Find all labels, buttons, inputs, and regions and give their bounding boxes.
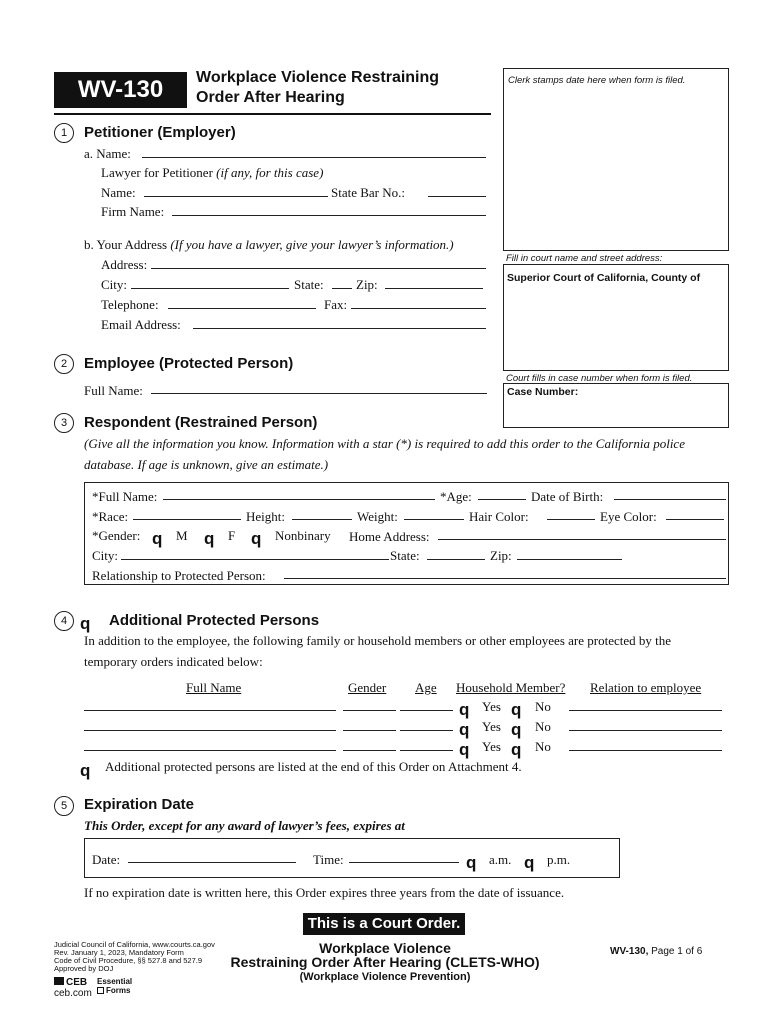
court-order-banner: This is a Court Order. <box>303 913 465 935</box>
footer-council: Judicial Council of California, www.courts.ca.gov <box>54 940 215 949</box>
section4-number: 4 <box>54 611 74 631</box>
row2-relation-field[interactable] <box>569 719 722 731</box>
resp-zip-field[interactable] <box>517 548 622 560</box>
pm-checkbox[interactable]: q <box>524 853 535 872</box>
resp-home-address-label: Home Address: <box>349 529 430 544</box>
row3-yes-label: Yes <box>482 739 501 754</box>
fax-field[interactable] <box>351 297 486 309</box>
footer-citation <box>54 941 215 973</box>
am-label: a.m. <box>489 852 512 867</box>
row1-gender-field[interactable] <box>343 699 396 711</box>
resp-name-field[interactable] <box>163 488 435 500</box>
ceb-logo <box>54 977 92 999</box>
section1-heading: Petitioner (Employer) <box>84 124 236 141</box>
case-number-box[interactable] <box>503 383 729 428</box>
section3-note-line2: database. If age is unknown, give an estimate.) <box>84 457 329 472</box>
resp-height-label: Height: <box>246 509 285 524</box>
section1-number: 1 <box>54 123 74 143</box>
court-address-box[interactable] <box>503 264 729 371</box>
section4-checkbox[interactable]: q <box>80 614 91 633</box>
firm-name-field[interactable] <box>172 204 486 216</box>
clerk-stamp-label: Clerk stamps date here when form is filed. <box>508 75 686 86</box>
section4-intro-line2: temporary orders indicated below: <box>84 654 263 669</box>
employee-name-field[interactable] <box>151 382 487 394</box>
resp-eye-label: Eye Color: <box>600 509 657 524</box>
address-label: Address: <box>101 257 148 272</box>
resp-dob-field[interactable] <box>614 488 726 500</box>
email-field[interactable] <box>193 317 486 329</box>
clerk-stamp-box[interactable] <box>503 68 729 251</box>
resp-gender-label: *Gender: <box>92 528 141 543</box>
resp-eye-field[interactable] <box>666 508 724 520</box>
row3-age-field[interactable] <box>400 739 453 751</box>
row1-age-field[interactable] <box>400 699 453 711</box>
state-bar-field[interactable] <box>428 185 486 197</box>
footer-title-1: Workplace Violence <box>319 940 451 956</box>
row3-no-label: No <box>535 739 551 754</box>
col-household: Household Member? <box>456 680 566 695</box>
expiration-time-field[interactable] <box>349 851 459 863</box>
gender-nonbinary-checkbox[interactable]: q <box>251 529 262 548</box>
lawyer-note: (if any, for this case) <box>216 165 324 180</box>
section5-subheading: This Order, except for any award of lawyer’s fees, expires at <box>84 818 405 833</box>
footer-code: Code of Civil Procedure, §§ 527.8 and 527.9 <box>54 956 203 965</box>
row3-gender-field[interactable] <box>343 739 396 751</box>
form-id: WV-130 <box>54 72 187 108</box>
section2-number: 2 <box>54 354 74 374</box>
row1-relation-field[interactable] <box>569 699 722 711</box>
header-rule <box>54 113 491 115</box>
row1-no-label: No <box>535 699 551 714</box>
col-full-name: Full Name <box>186 680 242 695</box>
ceb-url: ceb.com <box>54 988 92 999</box>
gender-m-label: M <box>176 528 188 543</box>
expiration-date-label: Date: <box>92 852 121 867</box>
section4-intro-line1: In addition to the employee, the following family or household members or other employees are protected by the <box>84 633 671 648</box>
resp-city-field[interactable] <box>121 548 389 560</box>
row2-yes-checkbox[interactable]: q <box>459 720 470 739</box>
col-relation: Relation to employee <box>590 680 702 695</box>
gender-f-checkbox[interactable]: q <box>204 529 215 548</box>
resp-hair-label: Hair Color: <box>469 509 529 524</box>
email-label: Email Address: <box>101 317 181 332</box>
col-age: Age <box>415 680 437 695</box>
row2-age-field[interactable] <box>400 719 453 731</box>
section3-heading: Respondent (Restrained Person) <box>84 414 318 431</box>
row1-name-field[interactable] <box>84 699 336 711</box>
footer-page: Page 1 of 6 <box>651 946 703 957</box>
ceb-logo-icon <box>54 977 64 985</box>
footer-page-ref <box>610 946 702 957</box>
petitioner-name-label: a. Name: <box>84 146 131 161</box>
essential-text: Essential <box>97 977 133 986</box>
am-checkbox[interactable]: q <box>466 853 477 872</box>
row3-yes-checkbox[interactable]: q <box>459 740 470 759</box>
resp-height-field[interactable] <box>292 508 352 520</box>
court-address-label: Fill in court name and street address: <box>506 253 663 264</box>
row3-name-field[interactable] <box>84 739 336 751</box>
lawyer-name-field[interactable] <box>144 185 328 197</box>
row2-gender-field[interactable] <box>343 719 396 731</box>
address-field[interactable] <box>151 257 486 269</box>
form-title-line2: Order After Hearing <box>196 89 345 106</box>
section3-number: 3 <box>54 413 74 433</box>
expiration-default-note: If no expiration date is written here, this Order expires three years from the date of issuance. <box>84 885 565 900</box>
resp-hair-field[interactable] <box>547 508 595 520</box>
section5-heading: Expiration Date <box>84 796 195 813</box>
lawyer-name-label: Name: <box>101 185 136 200</box>
footer-title-2: Restraining Order After Hearing (CLETS-WHO) <box>230 954 540 970</box>
state-bar-label: State Bar No.: <box>331 185 406 200</box>
footer-title-3: (Workplace Violence Prevention) <box>299 971 471 983</box>
pm-label: p.m. <box>547 852 571 867</box>
gender-f-label: F <box>228 528 236 543</box>
essential-forms-logo <box>97 977 132 995</box>
petitioner-name-field[interactable] <box>142 146 486 158</box>
zip-field[interactable] <box>385 277 483 289</box>
resp-race-label: *Race: <box>92 509 129 524</box>
ceb-logo-text: CEB <box>66 977 88 988</box>
gender-m-checkbox[interactable]: q <box>152 529 163 548</box>
row2-no-label: No <box>535 719 551 734</box>
footer-rev: Rev. January 1, 2023, Mandatory Form <box>54 948 184 957</box>
lawyer-label-text: Lawyer for Petitioner <box>101 165 213 180</box>
row2-name-field[interactable] <box>84 719 336 731</box>
resp-relationship-field[interactable] <box>284 567 726 579</box>
resp-weight-field[interactable] <box>404 508 464 520</box>
resp-state-field[interactable] <box>427 548 485 560</box>
state-field[interactable] <box>332 277 352 289</box>
form-title <box>196 68 486 108</box>
state-label: State: <box>294 277 324 292</box>
section4-heading: Additional Protected Persons <box>109 612 320 629</box>
court-name: Superior Court of California, County of <box>507 272 701 284</box>
your-address-note: (If you have a lawyer, give your lawyer’s information.) <box>170 237 454 252</box>
resp-age-field[interactable] <box>478 488 526 500</box>
resp-name-label: *Full Name: <box>92 489 158 504</box>
row2-yes-label: Yes <box>482 719 501 734</box>
attachment4-label: Additional protected persons are listed at the end of this Order on Attachment 4. <box>105 759 522 774</box>
case-number-label: Case Number: <box>507 386 579 398</box>
resp-state-label: State: <box>390 548 420 563</box>
fax-label: Fax: <box>324 297 348 312</box>
resp-relationship-label: Relationship to Protected Person: <box>92 568 266 583</box>
resp-home-address-field[interactable] <box>438 528 726 540</box>
case-number-note: Court fills in case number when form is filed. <box>506 373 693 384</box>
gender-nonbinary-label: Nonbinary <box>275 528 331 543</box>
resp-city-label: City: <box>92 548 119 563</box>
col-gender: Gender <box>348 680 387 695</box>
your-address-label <box>84 237 454 253</box>
row1-yes-checkbox[interactable]: q <box>459 700 470 719</box>
section5-number: 5 <box>54 796 74 816</box>
resp-weight-label: Weight: <box>357 509 398 524</box>
row2-no-checkbox[interactable]: q <box>511 720 522 739</box>
row3-no-checkbox[interactable]: q <box>511 740 522 759</box>
expiration-time-label: Time: <box>313 852 344 867</box>
row3-relation-field[interactable] <box>569 739 722 751</box>
resp-dob-label: Date of Birth: <box>531 489 604 504</box>
city-field[interactable] <box>131 277 289 289</box>
firm-name-label: Firm Name: <box>101 204 165 219</box>
telephone-field[interactable] <box>168 297 316 309</box>
city-label: City: <box>101 277 128 292</box>
zip-label: Zip: <box>356 277 378 292</box>
resp-zip-label: Zip: <box>490 548 512 563</box>
attachment4-checkbox[interactable]: q <box>80 761 91 780</box>
expiration-date-field[interactable] <box>128 851 296 863</box>
section3-note-line1: (Give all the information you know. Information with a star (*) is required to add this order to the California police <box>84 436 685 451</box>
section2-heading: Employee (Protected Person) <box>84 355 294 372</box>
footer-form-ref: WV-130, <box>610 946 649 957</box>
lawyer-label <box>101 165 323 181</box>
telephone-label: Telephone: <box>101 297 159 312</box>
resp-age-label: *Age: <box>440 489 472 504</box>
forms-text: Forms <box>106 986 131 995</box>
forms-box-icon <box>97 987 104 994</box>
form-title-line1: Workplace Violence Restraining <box>196 69 440 86</box>
row1-yes-label: Yes <box>482 699 501 714</box>
employee-name-label: Full Name: <box>84 383 143 398</box>
footer-approved: Approved by DOJ <box>54 964 114 973</box>
resp-race-field[interactable] <box>133 508 241 520</box>
your-address-text: b. Your Address <box>84 237 168 252</box>
row1-no-checkbox[interactable]: q <box>511 700 522 719</box>
